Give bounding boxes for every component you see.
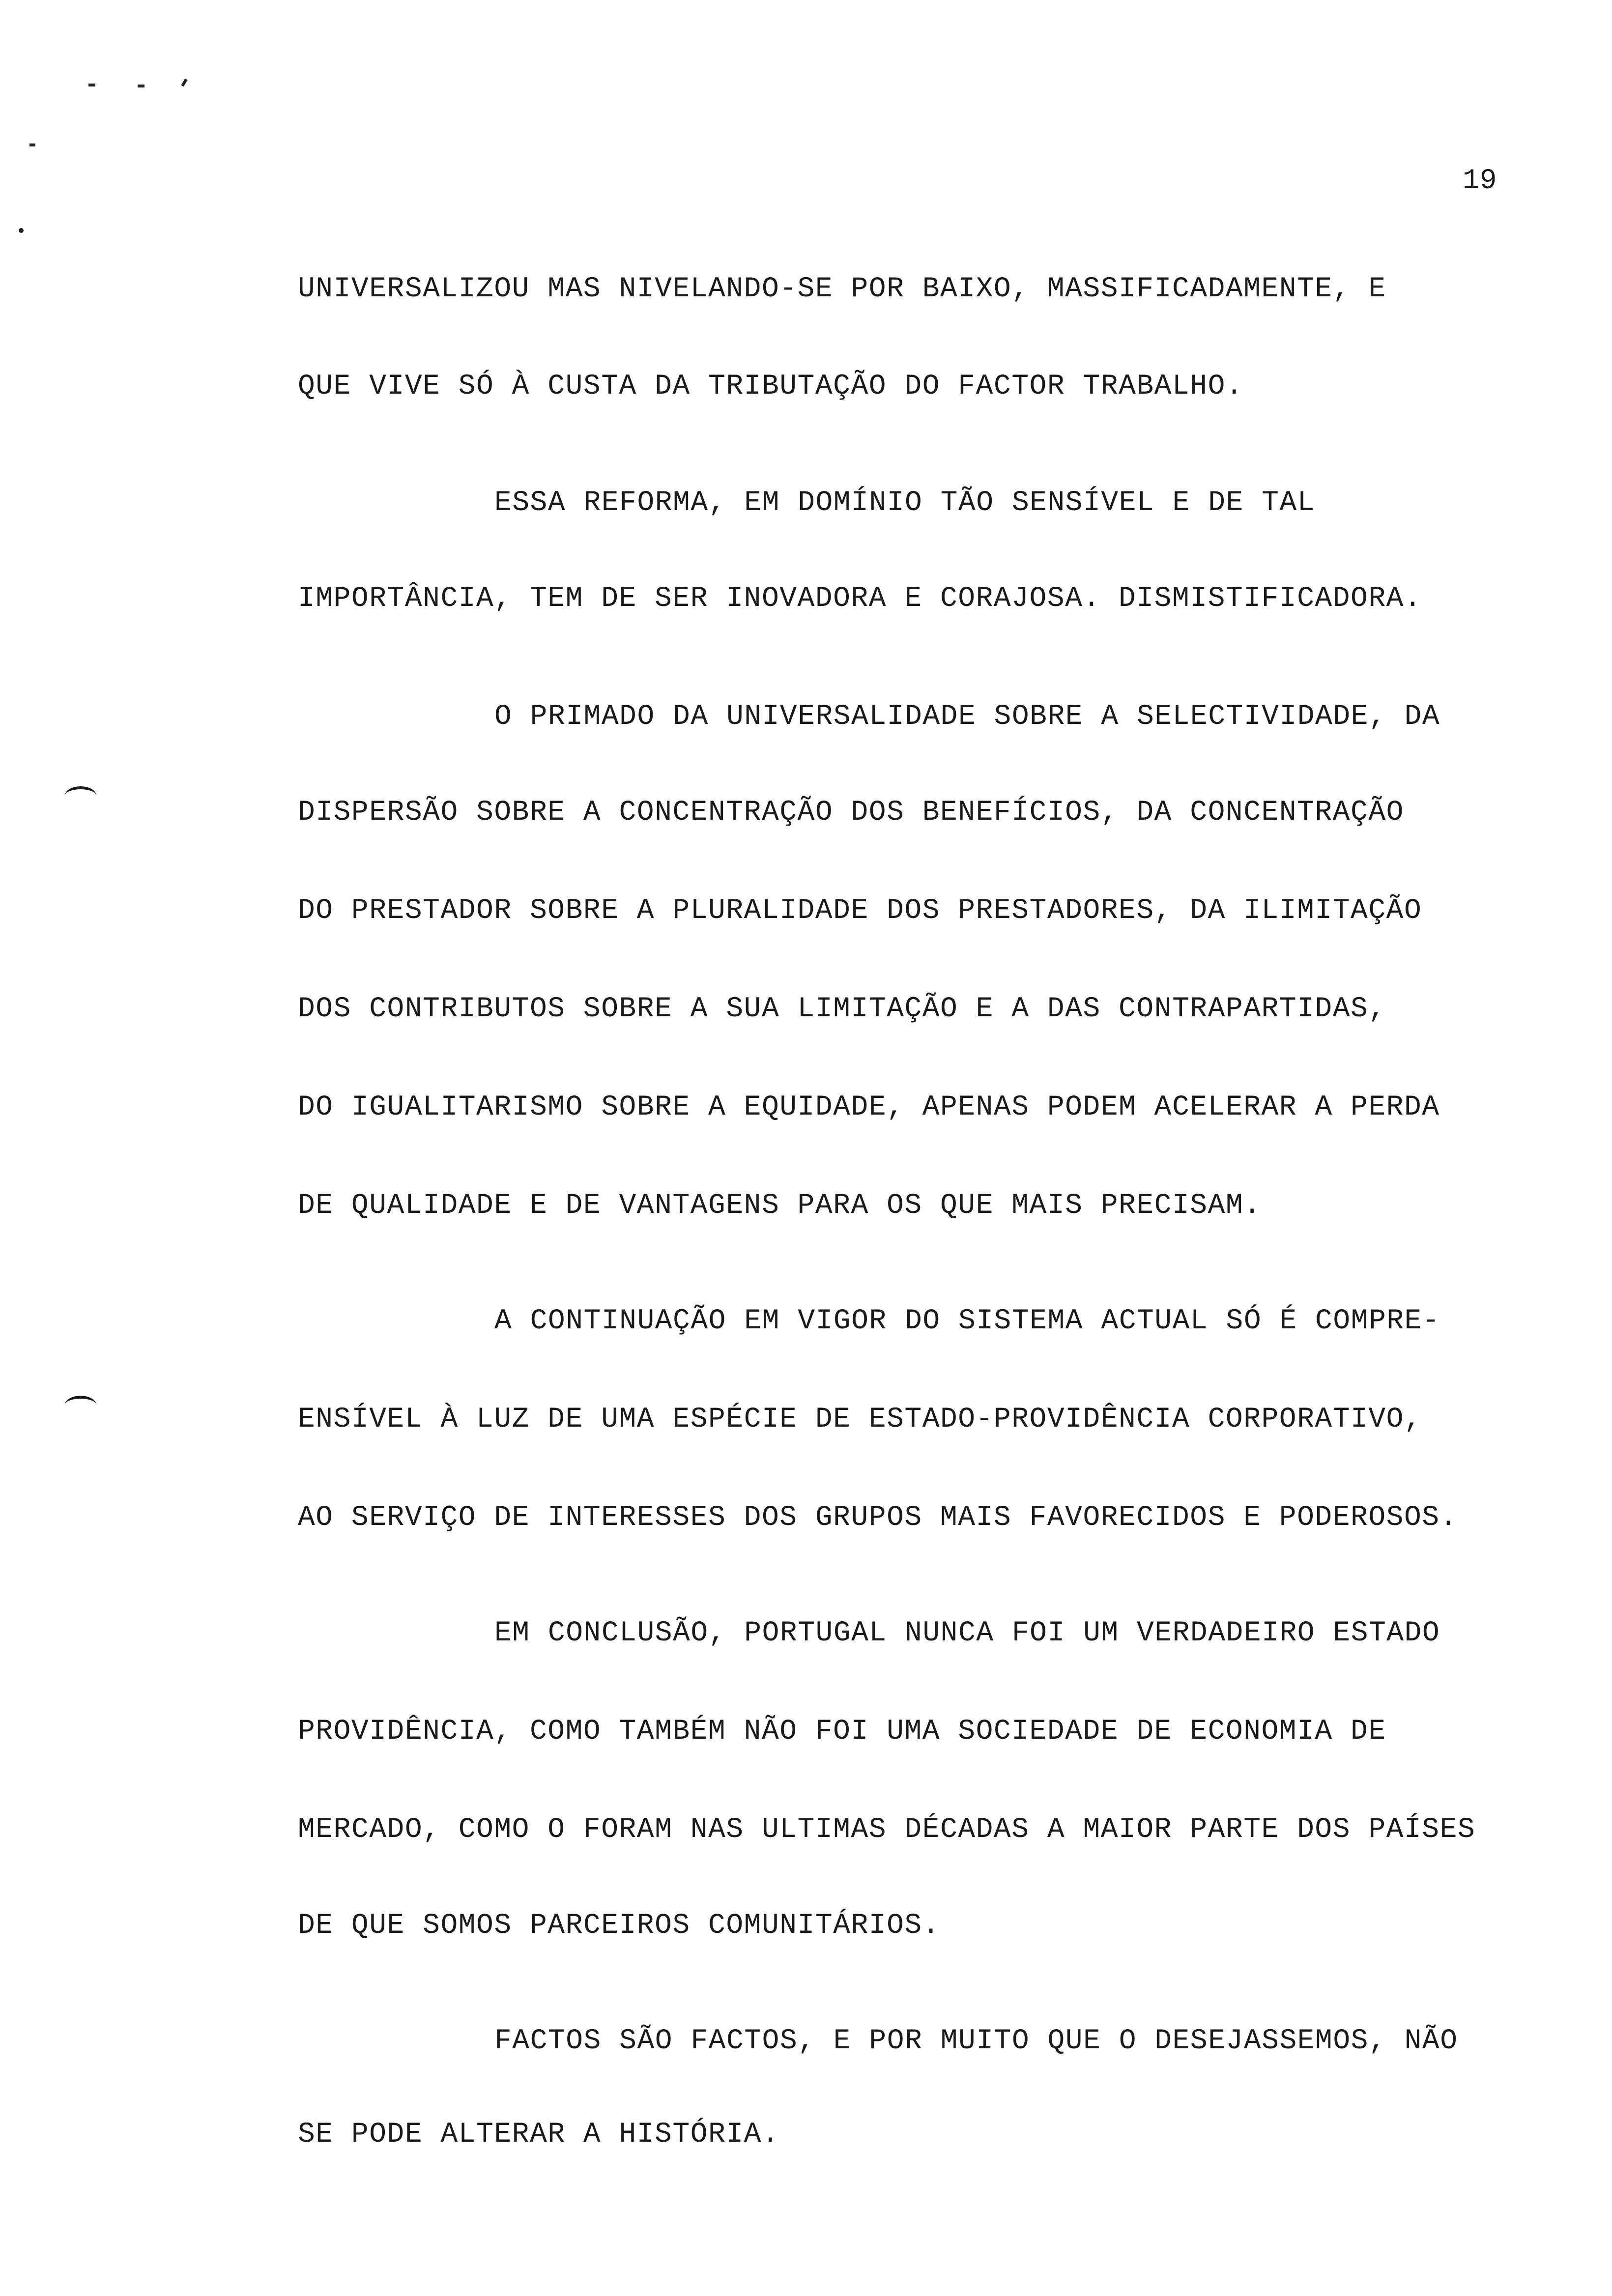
text-line: AO SERVIÇO DE INTERESSES DOS GRUPOS MAIS FAVORECIDOS E PODEROSOS.: [298, 1502, 1458, 1534]
scan-mark: [29, 144, 35, 146]
text-line: QUE VIVE SÓ À CUSTA DA TRIBUTAÇÃO DO FACTOR TRABALHO.: [298, 371, 1244, 402]
text-line: O PRIMADO DA UNIVERSALIDADE SOBRE A SELECTIVIDADE, DA: [494, 701, 1440, 733]
text-line: ESSA REFORMA, EM DOMÍNIO TÃO SENSÍVEL E DE TAL: [494, 487, 1316, 519]
punch-hole-mark: [65, 1396, 96, 1414]
text-line: ENSÍVEL À LUZ DE UMA ESPÉCIE DE ESTADO-PROVIDÊNCIA CORPORATIVO,: [298, 1404, 1422, 1435]
punch-hole-mark: [65, 786, 96, 805]
page-number: 19: [1463, 165, 1497, 197]
text-line: A CONTINUAÇÃO EM VIGOR DO SISTEMA ACTUAL SÓ É COMPRE-: [494, 1305, 1440, 1337]
text-line: FACTOS SÃO FACTOS, E POR MUITO QUE O DESEJASSEMOS, NÃO: [494, 2025, 1458, 2057]
text-line: IMPORTÂNCIA, TEM DE SER INOVADORA E CORAJOSA. DISMISTIFICADORA.: [298, 583, 1422, 615]
scan-mark: [181, 79, 187, 87]
text-line: DISPERSÃO SOBRE A CONCENTRAÇÃO DOS BENEFÍCIOS, DA CONCENTRAÇÃO: [298, 797, 1404, 829]
text-line: UNIVERSALIZOU MAS NIVELANDO-SE POR BAIXO, MASSIFICADAMENTE, E: [298, 273, 1386, 305]
text-line: DO PRESTADOR SOBRE A PLURALIDADE DOS PRESTADORES, DA ILIMITAÇÃO: [298, 895, 1422, 927]
text-line: EM CONCLUSÃO, PORTUGAL NUNCA FOI UM VERDADEIRO ESTADO: [494, 1617, 1440, 1649]
scan-mark: [88, 84, 95, 86]
text-line: DOS CONTRIBUTOS SOBRE A SUA LIMITAÇÃO E A DAS CONTRAPARTIDAS,: [298, 993, 1386, 1025]
scan-mark: [138, 85, 144, 87]
text-line: SE PODE ALTERAR A HISTÓRIA.: [298, 2119, 780, 2151]
scan-mark: [19, 228, 24, 233]
text-line: PROVIDÊNCIA, COMO TAMBÉM NÃO FOI UMA SOCIEDADE DE ECONOMIA DE: [298, 1716, 1386, 1748]
text-line: DO IGUALITARISMO SOBRE A EQUIDADE, APENAS PODEM ACELERAR A PERDA: [298, 1091, 1440, 1123]
text-line: DE QUE SOMOS PARCEIROS COMUNITÁRIOS.: [298, 1910, 941, 1942]
text-line: MERCADO, COMO O FORAM NAS ULTIMAS DÉCADAS A MAIOR PARTE DOS PAÍSES: [298, 1814, 1476, 1846]
text-line: DE QUALIDADE E DE VANTAGENS PARA OS QUE MAIS PRECISAM.: [298, 1190, 1262, 1222]
